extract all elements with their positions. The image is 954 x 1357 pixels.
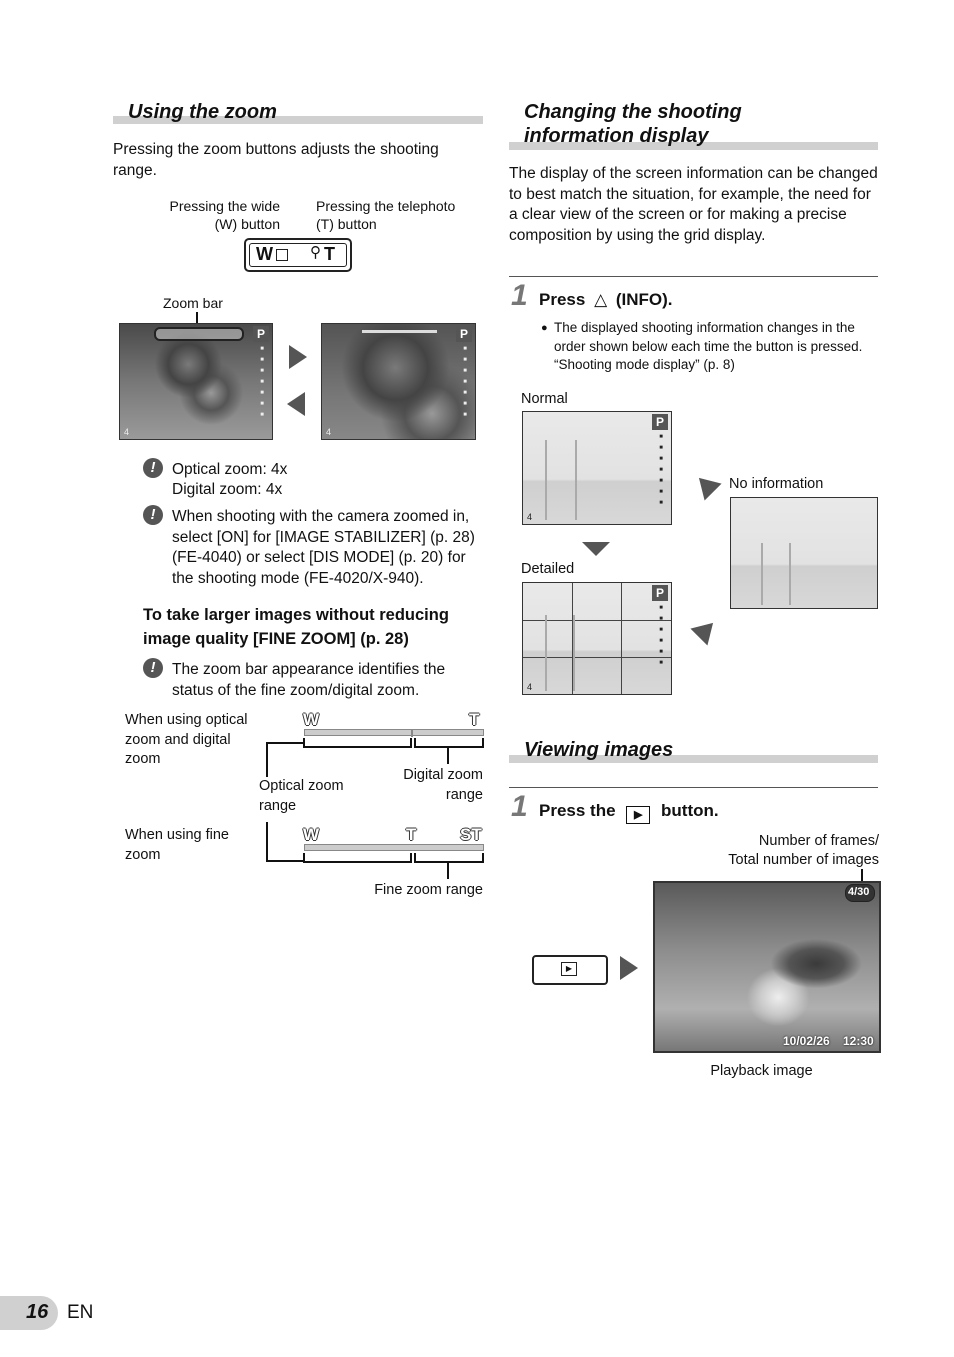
zoom-lever-graphic [244,238,352,272]
mode-badge: P [652,585,668,601]
grid-line [621,583,622,694]
play-button-graphic [532,955,608,985]
arrow-icon [690,614,721,645]
playback-label: Playback image [710,1063,813,1079]
mode-badge: P [456,326,472,342]
caution-icon: ! [143,505,163,525]
caution-icon: ! [143,458,163,478]
zoom-bar-2 [304,844,484,851]
lifeguard-chair [761,543,791,605]
shots-remaining: 4 [527,682,533,692]
zoom-bar-divider [411,729,413,737]
step1-bullet: The displayed shooting information changes in the order shown below each time the button is pressed. “Shooting mode display” (p. 8) [554,320,863,372]
lifeguard-chair [545,440,577,520]
magnifier-icon: ⚲ [310,244,321,261]
mode-badge: P [652,414,668,430]
fine-pointer [447,863,449,879]
side-icons: ■ ■ ■ ■ ■ ■ ■ [463,346,467,418]
view-section-title: Viewing images [524,739,674,761]
detailed-label: Detailed [521,561,575,577]
info-section-title-1: Changing the shooting [524,101,742,123]
frames-label [700,832,879,869]
step2-tail: button. [661,801,719,820]
side-icons: ■ ■ ■ ■ ■ ■ [659,605,663,666]
arrow-right-icon [289,345,307,369]
frame-counter: 4/30 [848,886,870,898]
grid-icon [276,249,288,261]
arrow-left-icon [287,392,305,416]
playback-time: 12:30 [843,1034,874,1048]
no-info-label: No information [729,476,824,492]
fine-range-bracket [414,853,484,863]
normal-label: Normal [521,391,568,407]
digital-zoom-note: Digital zoom: 4x [172,481,283,498]
lifeguard-chair [545,615,575,691]
bar1-w-label: W [303,710,320,729]
zoom-intro: Pressing the zoom buttons adjusts the shooting range. [113,141,439,179]
no-info-screen [730,497,878,609]
optical-zoom-note: Optical zoom: 4x [172,461,288,478]
playback-date: 10/02/26 [783,1034,830,1048]
play-icon: ▶ [626,806,650,824]
optical-range-label: Optical zoom range [259,778,344,814]
step-number: 1 [511,279,528,312]
side-icons: ■ ■ ■ ■ ■ ■ ■ [260,346,264,418]
zoom-bar-label: Zoom bar [163,295,223,311]
zoom-t-label: T [324,244,335,264]
bar2-w-label: W [303,825,320,844]
detailed-screen [522,582,672,695]
mode-badge: P [253,326,269,342]
language-label: EN [67,1302,94,1323]
step-number: 1 [511,790,528,823]
optical-range-bracket [303,853,412,863]
zoom-bar-1 [304,729,484,736]
digital-pointer [447,748,449,764]
fine-zoom-heading: To take larger images without reducing image quality [FINE ZOOM] (p. 28) [143,606,449,648]
step2-heading [539,801,719,824]
side-icons: ■ ■ ■ ■ ■ ■ ■ [659,434,663,506]
info-intro: The display of the screen information can be changed to best match the situation, for example, the need for a clear view of the screen or for making a precise composition by using the grid display. [509,165,878,244]
bar2-st-label: ST [460,825,482,844]
normal-screen [522,411,672,525]
arrow-down-icon [582,542,610,556]
fine-range-label: Fine zoom range [374,882,483,898]
wide-button-label: Pressing the wide (W) button [169,198,280,232]
divider [509,787,878,788]
shots-remaining: 4 [527,512,533,522]
frames-label-1: Number of frames/ [758,833,879,849]
label-pointer [266,742,268,777]
frames-label-2: Total number of images [728,851,879,868]
shots-remaining: 4 [326,427,332,437]
zoom-bar [362,330,437,333]
info-section-title-2: information display [524,125,709,147]
zoom-w-label: W [256,244,273,264]
bar2-t-label: T [406,825,417,844]
fine-zoom-label: When using fine zoom [125,827,229,863]
tele-button-label: Pressing the telephoto (T) button [316,198,456,232]
arrow-right-icon [620,956,638,980]
label-pointer [266,860,303,862]
shots-remaining: 4 [124,427,130,437]
digital-range-label: Digital zoom range [403,767,483,803]
caution-icon: ! [143,658,163,678]
tele-screen-image [321,323,476,440]
step1-heading [539,290,673,310]
optical-range-bracket [303,738,412,748]
arrow-icon [690,469,721,500]
divider [509,276,878,277]
bullet-icon: ● [541,322,548,334]
stabilizer-note: When shooting with the camera zoomed in, select [ON] for [IMAGE STABILIZER] (p. 28) (FE-4040) or select [DIS MODE] (p. 20) for the shooting mode (FE-4020/X-940). [172,508,475,587]
label-pointer [266,742,303,744]
step1-press: Press [539,290,586,309]
step1-tail: (INFO). [615,290,673,309]
optical-digital-label: When using optical zoom and digital zoom [125,712,248,767]
playback-image [653,881,881,1053]
zoom-section-title: Using the zoom [128,101,277,123]
step2-press: Press the [539,801,616,820]
digital-range-bracket [414,738,484,748]
label-pointer [266,822,268,862]
zoom-bar-highlight [154,327,244,341]
bar1-t-label: T [469,710,480,729]
wide-screen-image [119,323,273,440]
triangle-icon: △ [594,290,608,309]
zoom-bar-note: The zoom bar appearance identifies the status of the fine zoom/digital zoom. [172,661,446,699]
play-icon: ▶ [561,962,577,976]
page-number: 16 [26,1301,49,1323]
